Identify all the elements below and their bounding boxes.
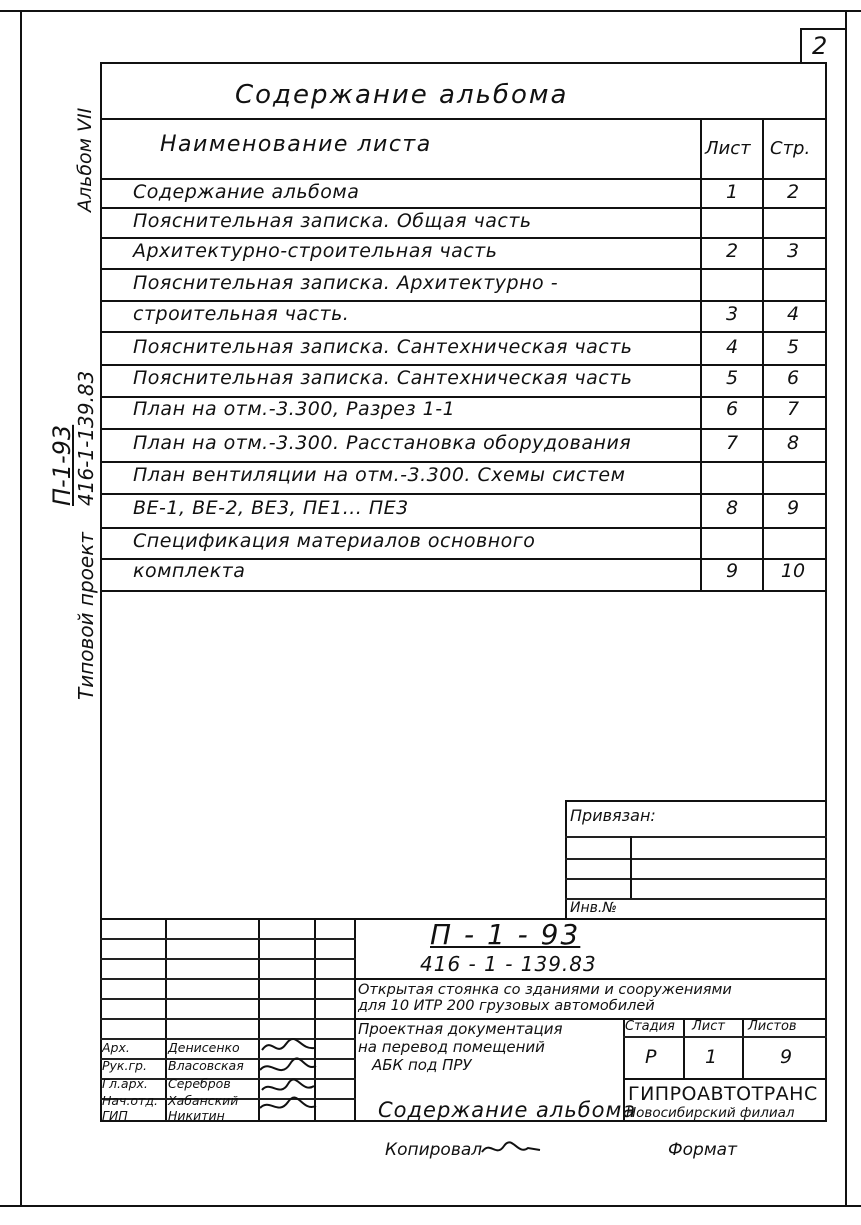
- contents-row-sheet: 6: [725, 398, 739, 420]
- stamp-object-1: Открытая стоянка со зданиями и сооружениями: [358, 982, 732, 998]
- contents-row-sheet: 2: [725, 240, 739, 262]
- contents-row-page: 4: [786, 303, 800, 325]
- org-branch: Новосибирский филиал: [626, 1105, 795, 1121]
- contents-row-line: [100, 364, 827, 366]
- project-label: Типовой проект: [74, 532, 98, 700]
- contents-row-page: 7: [786, 398, 800, 420]
- stamp-person-name: Власовская: [168, 1058, 244, 1073]
- contents-row-title: План на отм.-3.300. Расстановка оборудования: [133, 432, 632, 454]
- contents-row-line: [100, 207, 827, 209]
- project-code-bottom: 416-1-139.83: [74, 370, 98, 506]
- contents-row-page: 5: [786, 336, 800, 358]
- stamp-role: Нач.отд.: [102, 1093, 158, 1108]
- signature-2: [260, 1058, 316, 1070]
- col-header-name: Наименование листа: [160, 132, 432, 157]
- contents-row-sheet: 5: [725, 367, 739, 389]
- sheet-value: 1: [705, 1046, 718, 1068]
- stamp-role: Рук.гр.: [102, 1058, 147, 1073]
- stamp-role: Гл.арх.: [102, 1076, 148, 1091]
- sheet-label: Лист: [692, 1019, 725, 1034]
- copied-signature: [478, 1138, 548, 1162]
- stamp-doc-2: на перевод помещений: [358, 1038, 545, 1056]
- col-header-page: Стр.: [770, 138, 811, 159]
- contents-row-line: [100, 396, 827, 398]
- binding-line-3: [565, 878, 827, 880]
- contents-row-line: [100, 237, 827, 239]
- frame-right: [825, 62, 827, 1122]
- contents-row-title: План вентиляции на отм.-3.300. Схемы систем: [133, 464, 626, 486]
- album-label: Альбом VII: [74, 107, 96, 212]
- stamp-object-2: для 10 ИТР 200 грузовых автомобилей: [358, 998, 655, 1014]
- col-divider-sheet: [700, 118, 702, 592]
- sheet-right-edge: [845, 10, 847, 1205]
- contents-row-title: ВЕ-1, ВЕ-2, ВЕ3, ПЕ1... ПЕ3: [133, 497, 409, 519]
- signature-1: [262, 1039, 314, 1050]
- binding-left: [565, 800, 567, 920]
- signature-3: [262, 1080, 314, 1090]
- org-name: ГИПРОАВТОТРАНС: [628, 1083, 818, 1105]
- binding-line-2: [565, 858, 827, 860]
- contents-row-sheet: 7: [725, 432, 739, 454]
- contents-row-line: [100, 527, 827, 529]
- contents-row-title: Спецификация материалов основного: [133, 530, 536, 552]
- stamp-stage-div-2: [742, 1018, 744, 1078]
- contents-row-page: 3: [786, 240, 800, 262]
- sheet-top-edge: [0, 10, 861, 12]
- stamp-person-name: Денисенко: [168, 1040, 240, 1055]
- stamp-code-2: 416 - 1 - 139.83: [420, 952, 597, 976]
- binding-col: [630, 836, 632, 898]
- contents-row-title: Пояснительная записка. Архитектурно -: [133, 272, 559, 294]
- stamp-code-1: П - 1 - 93: [430, 918, 581, 951]
- contents-row-line: [100, 461, 827, 463]
- stamp-stage-div-1: [683, 1018, 685, 1078]
- inv-label: Инв.№: [570, 900, 617, 916]
- title-divider: [100, 118, 827, 120]
- stamp-row-1: [100, 938, 356, 940]
- contents-row-sheet: 1: [725, 181, 739, 203]
- stamp-doc-3: АБК под ПРУ: [372, 1056, 472, 1074]
- contents-row-page: 8: [786, 432, 800, 454]
- stamp-role: ГИП: [102, 1108, 128, 1123]
- contents-row-title: Пояснительная записка. Общая часть: [133, 210, 532, 232]
- contents-row-title: комплекта: [133, 560, 246, 582]
- stamp-person-name: Никитин: [168, 1108, 225, 1123]
- sheets-label: Листов: [748, 1019, 797, 1034]
- contents-row-sheet: 4: [725, 336, 739, 358]
- binding-label: Привязан:: [570, 806, 656, 825]
- stamp-row-3: [100, 978, 356, 980]
- frame-left: [100, 62, 102, 1122]
- stamp-doc-1: Проектная документация: [358, 1020, 563, 1038]
- stage-label: Стадия: [625, 1019, 675, 1034]
- page-number: 2: [812, 32, 828, 60]
- stamp-role: Арх.: [102, 1040, 130, 1055]
- contents-row-line: [100, 331, 827, 333]
- contents-row-page: 6: [786, 367, 800, 389]
- contents-row-line: [100, 493, 827, 495]
- contents-row-title: строительная часть.: [133, 303, 350, 325]
- stamp-row-5: [100, 1018, 356, 1020]
- contents-row-line: [100, 268, 827, 270]
- sheet-left-edge: [20, 10, 22, 1205]
- contents-row-title: Пояснительная записка. Сантехническая часть: [133, 336, 633, 358]
- contents-row-sheet: 9: [725, 560, 739, 582]
- sheet-bottom-edge: [0, 1205, 861, 1207]
- sheets-value: 9: [780, 1046, 793, 1068]
- col-divider-page: [762, 118, 764, 592]
- contents-row-page: 2: [786, 181, 800, 203]
- contents-bottom: [100, 590, 827, 592]
- contents-row-sheet: 3: [725, 303, 739, 325]
- stamp-row-2: [100, 958, 356, 960]
- project-code-top: П-1-93: [48, 424, 76, 506]
- contents-row-page: 9: [786, 497, 800, 519]
- frame-top: [100, 62, 827, 64]
- binding-line-1: [565, 836, 827, 838]
- stamp-object-top: [354, 978, 827, 980]
- stamp-stage-bottom: [623, 1078, 827, 1080]
- format-label: Формат: [668, 1140, 737, 1160]
- binding-top: [565, 800, 827, 802]
- contents-row-line: [100, 300, 827, 302]
- signatures: [256, 1036, 326, 1126]
- page-number-box-top: [800, 28, 847, 30]
- stamp-row-4: [100, 998, 356, 1000]
- contents-row-line: [100, 428, 827, 430]
- contents-row-title: План на отм.-3.300, Разрез 1-1: [133, 398, 456, 420]
- contents-row-line: [100, 558, 827, 560]
- stamp-stage-header-line: [623, 1036, 827, 1038]
- stamp-person-name: Серебров: [168, 1076, 231, 1091]
- col-header-sheet: Лист: [705, 138, 751, 159]
- signature-4: [260, 1098, 316, 1108]
- contents-row-title: Содержание альбома: [133, 181, 360, 203]
- page-number-box-left: [800, 28, 802, 63]
- contents-row-title: Пояснительная записка. Сантехническая часть: [133, 367, 633, 389]
- contents-title: Содержание альбома: [235, 80, 569, 110]
- contents-row-title: Архитектурно-строительная часть: [133, 240, 498, 262]
- contents-row-page: 10: [780, 560, 806, 582]
- copied-label: Копировал: [385, 1140, 483, 1160]
- stage-value: Р: [645, 1046, 657, 1068]
- stamp-person-name: Хабанский: [168, 1093, 239, 1108]
- header-divider: [100, 178, 827, 180]
- stamp-sheet-title: Содержание альбома: [378, 1098, 637, 1122]
- contents-row-sheet: 8: [725, 497, 739, 519]
